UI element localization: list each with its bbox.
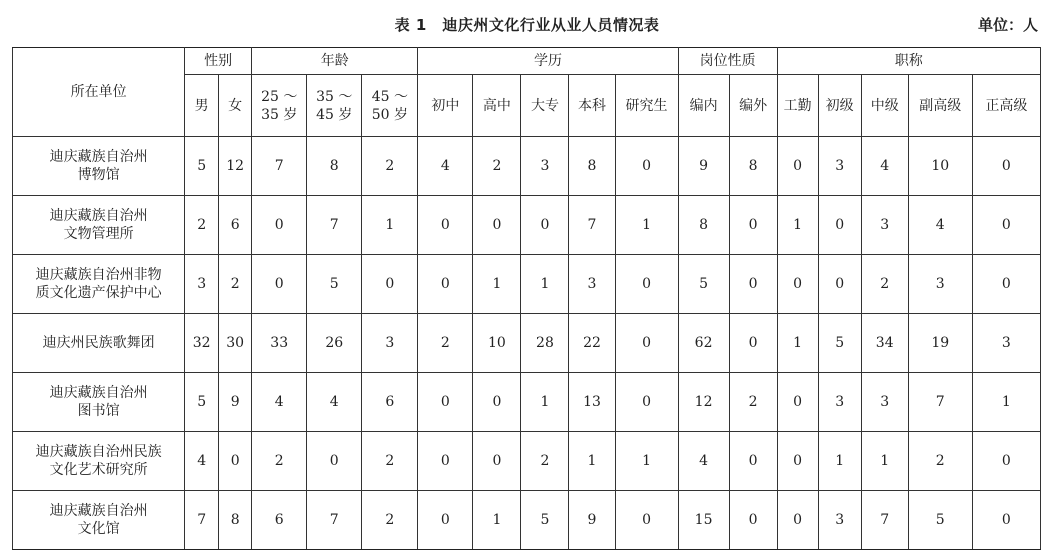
subheader-cell: 男 — [185, 75, 219, 137]
value-cell: 3 — [569, 255, 615, 314]
value-cell: 3 — [908, 255, 972, 314]
subheader-cell: 初级 — [818, 75, 861, 137]
value-cell: 9 — [569, 491, 615, 550]
value-cell: 0 — [615, 491, 678, 550]
value-cell: 2 — [908, 432, 972, 491]
value-cell: 2 — [521, 432, 569, 491]
value-cell: 0 — [972, 137, 1040, 196]
value-cell: 34 — [861, 314, 908, 373]
value-cell: 4 — [678, 432, 729, 491]
value-cell: 0 — [418, 432, 473, 491]
value-cell: 1 — [473, 255, 521, 314]
value-cell: 0 — [729, 255, 777, 314]
value-cell: 7 — [307, 491, 362, 550]
value-cell: 2 — [362, 432, 418, 491]
value-cell: 6 — [219, 196, 252, 255]
value-cell: 3 — [972, 314, 1040, 373]
value-cell: 0 — [972, 491, 1040, 550]
unit-label: 单位：人 — [977, 16, 1038, 34]
value-cell: 0 — [473, 196, 521, 255]
value-cell: 0 — [418, 196, 473, 255]
subheader-cell: 正高级 — [972, 75, 1040, 137]
value-cell: 0 — [972, 196, 1040, 255]
value-cell: 7 — [908, 373, 972, 432]
value-cell: 5 — [185, 373, 219, 432]
value-cell: 33 — [252, 314, 307, 373]
table-row — [13, 491, 1041, 550]
value-cell: 0 — [777, 137, 818, 196]
value-cell: 5 — [521, 491, 569, 550]
value-cell: 8 — [569, 137, 615, 196]
value-cell: 8 — [307, 137, 362, 196]
value-cell: 9 — [219, 373, 252, 432]
value-cell: 0 — [615, 373, 678, 432]
value-cell: 8 — [219, 491, 252, 550]
value-cell: 0 — [307, 432, 362, 491]
header-row-groups — [13, 48, 1041, 75]
value-cell: 62 — [678, 314, 729, 373]
value-cell: 7 — [861, 491, 908, 550]
value-cell: 2 — [362, 491, 418, 550]
subheader-cell: 中级 — [861, 75, 908, 137]
value-cell: 0 — [252, 196, 307, 255]
value-cell: 4 — [252, 373, 307, 432]
unit-name-cell: 迪庆藏族自治州 文物管理所 — [13, 196, 185, 255]
subheader-cell: 大专 — [521, 75, 569, 137]
value-cell: 0 — [729, 314, 777, 373]
subheader-cell: 女 — [219, 75, 252, 137]
table-row — [13, 137, 1041, 196]
value-cell: 0 — [521, 196, 569, 255]
value-cell: 0 — [818, 255, 861, 314]
value-cell: 0 — [418, 491, 473, 550]
value-cell: 0 — [729, 491, 777, 550]
value-cell: 12 — [219, 137, 252, 196]
unit-name-cell: 迪庆藏族自治州 文化馆 — [13, 491, 185, 550]
value-cell: 1 — [777, 314, 818, 373]
value-cell: 3 — [861, 196, 908, 255]
table-body — [13, 137, 1041, 550]
value-cell: 2 — [418, 314, 473, 373]
table-row — [13, 196, 1041, 255]
value-cell: 0 — [818, 196, 861, 255]
value-cell: 3 — [521, 137, 569, 196]
value-cell: 2 — [362, 137, 418, 196]
value-cell: 0 — [972, 432, 1040, 491]
value-cell: 4 — [418, 137, 473, 196]
value-cell: 0 — [362, 255, 418, 314]
value-cell: 3 — [362, 314, 418, 373]
value-cell: 2 — [861, 255, 908, 314]
group-header-age: 年龄 — [252, 48, 418, 75]
value-cell: 4 — [908, 196, 972, 255]
table-title: 表 1 迪庆州文化行业从业人员情况表 — [394, 16, 660, 34]
value-cell: 9 — [678, 137, 729, 196]
subheader-cell: 研究生 — [615, 75, 678, 137]
value-cell: 1 — [818, 432, 861, 491]
value-cell: 0 — [729, 196, 777, 255]
value-cell: 1 — [615, 196, 678, 255]
value-cell: 10 — [908, 137, 972, 196]
value-cell: 12 — [678, 373, 729, 432]
value-cell: 1 — [861, 432, 908, 491]
subheader-cell: 副高级 — [908, 75, 972, 137]
value-cell: 4 — [307, 373, 362, 432]
value-cell: 30 — [219, 314, 252, 373]
value-cell: 2 — [185, 196, 219, 255]
subheader-cell: 45 ～ 50 岁 — [362, 75, 418, 137]
value-cell: 7 — [185, 491, 219, 550]
value-cell: 0 — [615, 255, 678, 314]
value-cell: 0 — [615, 137, 678, 196]
value-cell: 5 — [185, 137, 219, 196]
value-cell: 7 — [307, 196, 362, 255]
subheader-cell: 高中 — [473, 75, 521, 137]
value-cell: 4 — [185, 432, 219, 491]
value-cell: 22 — [569, 314, 615, 373]
subheader-cell: 工勤 — [777, 75, 818, 137]
value-cell: 2 — [252, 432, 307, 491]
value-cell: 1 — [473, 491, 521, 550]
staff-table — [12, 47, 1041, 550]
value-cell: 5 — [818, 314, 861, 373]
value-cell: 0 — [777, 432, 818, 491]
value-cell: 0 — [972, 255, 1040, 314]
table-row — [13, 432, 1041, 491]
value-cell: 0 — [729, 432, 777, 491]
value-cell: 3 — [185, 255, 219, 314]
value-cell: 3 — [818, 137, 861, 196]
table-row — [13, 255, 1041, 314]
subheader-cell: 35 ～ 45 岁 — [307, 75, 362, 137]
value-cell: 1 — [362, 196, 418, 255]
value-cell: 7 — [569, 196, 615, 255]
value-cell: 2 — [729, 373, 777, 432]
value-cell: 1 — [615, 432, 678, 491]
unit-name-cell: 迪庆藏族自治州 图书馆 — [13, 373, 185, 432]
subheader-cell: 本科 — [569, 75, 615, 137]
table-row — [13, 314, 1041, 373]
value-cell: 0 — [252, 255, 307, 314]
value-cell: 0 — [777, 255, 818, 314]
subheader-cell: 初中 — [418, 75, 473, 137]
subheader-cell: 25 ～ 35 岁 — [252, 75, 307, 137]
value-cell: 19 — [908, 314, 972, 373]
value-cell: 5 — [908, 491, 972, 550]
value-cell: 8 — [678, 196, 729, 255]
value-cell: 1 — [972, 373, 1040, 432]
value-cell: 13 — [569, 373, 615, 432]
value-cell: 5 — [307, 255, 362, 314]
value-cell: 1 — [569, 432, 615, 491]
value-cell: 1 — [777, 196, 818, 255]
group-header-gender: 性别 — [185, 48, 252, 75]
unit-column-header: 所在单位 — [13, 48, 185, 137]
table-row — [13, 373, 1041, 432]
value-cell: 0 — [418, 255, 473, 314]
value-cell: 32 — [185, 314, 219, 373]
value-cell: 26 — [307, 314, 362, 373]
value-cell: 1 — [521, 255, 569, 314]
value-cell: 6 — [362, 373, 418, 432]
value-cell: 4 — [861, 137, 908, 196]
value-cell: 28 — [521, 314, 569, 373]
value-cell: 2 — [219, 255, 252, 314]
value-cell: 3 — [818, 373, 861, 432]
value-cell: 5 — [678, 255, 729, 314]
value-cell: 0 — [219, 432, 252, 491]
value-cell: 3 — [861, 373, 908, 432]
value-cell: 15 — [678, 491, 729, 550]
value-cell: 3 — [818, 491, 861, 550]
group-header-education: 学历 — [418, 48, 678, 75]
value-cell: 0 — [615, 314, 678, 373]
value-cell: 0 — [473, 373, 521, 432]
value-cell: 0 — [777, 373, 818, 432]
value-cell: 6 — [252, 491, 307, 550]
value-cell: 0 — [777, 491, 818, 550]
unit-name-cell: 迪庆藏族自治州 博物馆 — [13, 137, 185, 196]
subheader-cell: 编外 — [729, 75, 777, 137]
value-cell: 8 — [729, 137, 777, 196]
value-cell: 10 — [473, 314, 521, 373]
unit-name-cell: 迪庆藏族自治州非物 质文化遗产保护中心 — [13, 255, 185, 314]
value-cell: 2 — [473, 137, 521, 196]
value-cell: 7 — [252, 137, 307, 196]
group-header-title: 职称 — [777, 48, 1040, 75]
value-cell: 0 — [473, 432, 521, 491]
unit-name-cell: 迪庆藏族自治州民族 文化艺术研究所 — [13, 432, 185, 491]
subheader-cell: 编内 — [678, 75, 729, 137]
group-header-post-type: 岗位性质 — [678, 48, 777, 75]
value-cell: 0 — [418, 373, 473, 432]
unit-name-cell: 迪庆州民族歌舞团 — [13, 314, 185, 373]
value-cell: 1 — [521, 373, 569, 432]
